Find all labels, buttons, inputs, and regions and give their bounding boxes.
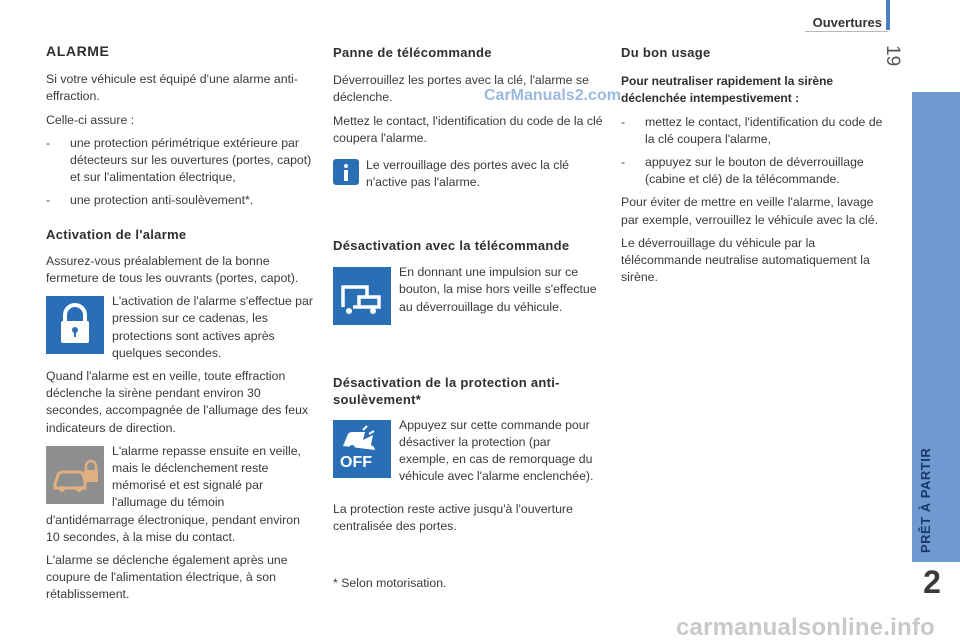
remote-icon-text: En donnant une impulsion sur ce bouton, la mise hors veille s'effectue au déverrouillage du véhicule.: [399, 265, 597, 314]
padlock-icon: [46, 296, 104, 354]
repasse-icon-text: L'alarme repasse ensuite en veille, mais le déclenchement reste mémorisé et est signalé par l'allumage du témoin: [112, 443, 301, 510]
car-lock-warning-icon: [46, 446, 104, 504]
bon-usage-text-1: Pour éviter de mettre en veille l'alarme, lavage par exemple, verrouillez le véhicule avec la clé.: [621, 195, 878, 227]
list-item: - appuyez sur le bouton de déverrouillage (cabine et clé) de la télécommande.: [621, 155, 864, 187]
alarm-heading: ALARME: [46, 43, 110, 59]
panne-text-1: Déverrouillez les portes avec la clé, l'alarme se déclenche.: [333, 73, 589, 105]
alarm-intro: Si votre véhicule est équipé d'une alarme anti-effraction.: [46, 72, 298, 104]
panne-text-2: Mettez le contact, l'identification du code de la clé coupera l'alarme.: [333, 113, 603, 145]
anti-heading: Désactivation de la protection anti-soulèvement*: [333, 375, 560, 408]
footer-watermark: carmanualsonline.info: [676, 614, 935, 641]
header-accent-bar: [886, 0, 890, 30]
column-bon-usage: [621, 40, 889, 292]
coupure-text: L'alarme se déclenche également après une coupure de l'alimentation électrique, à son rétablissement.: [46, 553, 288, 602]
chapter-label: PRÊT À PARTIR: [918, 447, 933, 553]
panne-heading: Panne de télécommande: [333, 45, 492, 60]
desactivation-heading: Désactivation avec la télécommande: [333, 238, 570, 254]
list-item: - une protection anti-soulèvement*.: [46, 193, 254, 208]
bon-usage-heading: Du bon usage: [621, 45, 711, 60]
remote-instruction: [333, 264, 603, 348]
chapter-side-tab: [912, 92, 960, 640]
activation-icon-text: L'activation de l'alarme s'effectue par pression sur ce cadenas, les protections sont actives après quelques secondes.: [112, 294, 313, 360]
off-label: OFF: [340, 453, 372, 471]
activation-text: Assurez-vous préalablement de la bonne fermeture de tous les ouvrants (portes, capot).: [46, 253, 299, 286]
chapter-number: 2: [923, 564, 941, 600]
anti-icon-text: Appuyez sur cette commande pour désactiver la protection (par exemple, en cas de remorquage du véhicule avec l'alarme enclenchée).: [399, 417, 594, 484]
anti-text: La protection reste active jusqu'à l'ouverture centralisée des portes.: [333, 501, 573, 533]
info-note: [333, 157, 603, 197]
warning-light-instruction: [46, 443, 314, 512]
page-number: 19: [882, 45, 903, 67]
alarm-assure: Celle-ci assure :: [46, 112, 135, 127]
bon-usage-lead: Pour neutraliser rapidement la sirène déclenchée intempestivement :: [621, 74, 834, 106]
watermark: CarManuals2.com: [484, 87, 621, 104]
bon-usage-text-2: Le déverrouillage du véhicule par la télécommande neutralise automatiquement la sirène.: [621, 235, 870, 285]
repasse-continued: d'antidémarrage électronique, pendant environ 10 secondes, à la mise du contact.: [46, 512, 300, 544]
column-panne: [333, 40, 603, 598]
lock-instruction: [46, 293, 314, 362]
anti-lift-instruction: [333, 417, 603, 501]
activation-heading: Activation de l'alarme: [46, 226, 187, 242]
list-item: - mettez le contact, l'identification du code de la clé coupera l'alarme,: [621, 114, 883, 146]
anti-lift-off-icon: [333, 420, 391, 478]
list-item: - une protection périmétrique extérieure par détecteurs sur les ouvertures (portes, capot) et sur l'alimentation électrique,: [46, 135, 312, 185]
footnote: * Selon motorisation.: [333, 576, 447, 591]
section-title: Ouvertures: [812, 15, 882, 30]
info-icon: [333, 159, 359, 185]
info-text: Le verrouillage des portes avec la clé n'active pas l'alarme.: [366, 158, 570, 190]
remote-unlock-icon: [333, 267, 391, 325]
veille-text: Quand l'alarme est en veille, toute effraction déclenche la sirène pendant environ 30 secondes, accompagnée de l'allumage des feux indicateurs de direction.: [46, 369, 309, 435]
column-alarme: [46, 40, 314, 610]
header-rule: [805, 31, 888, 32]
